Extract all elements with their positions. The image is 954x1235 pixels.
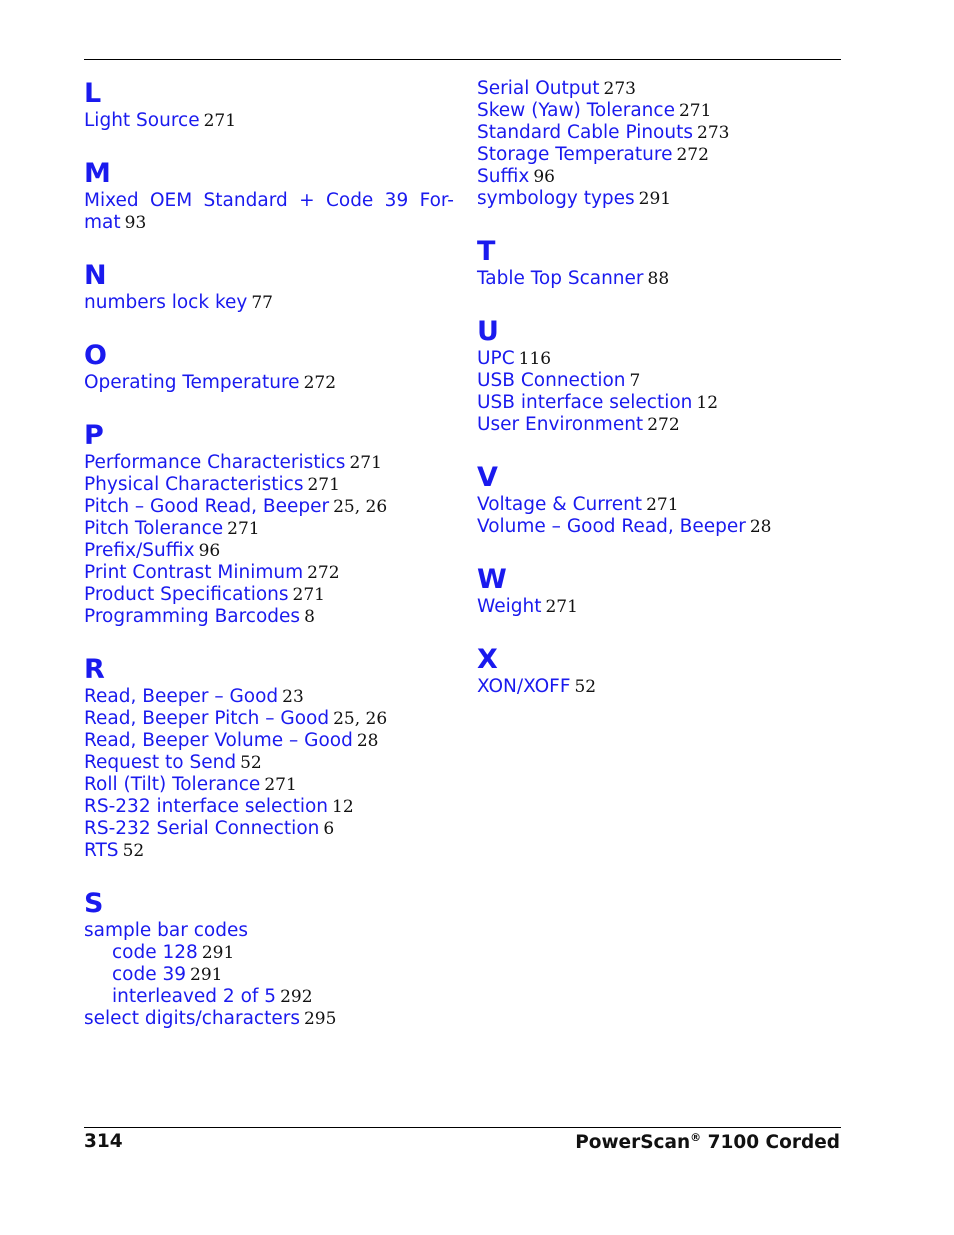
section-letter: P <box>84 420 104 451</box>
index-entry[interactable] <box>477 100 847 122</box>
index-section <box>477 236 847 290</box>
section-letter: X <box>477 644 498 675</box>
index-entry[interactable] <box>477 370 847 392</box>
page-ref[interactable]: 25 <box>333 497 355 517</box>
section-letter: R <box>84 654 105 685</box>
index-term[interactable]: Read, Beeper – Good <box>84 686 279 707</box>
index-section <box>84 888 454 1030</box>
index-section <box>477 316 847 436</box>
page-ref[interactable]: 271 <box>203 111 237 131</box>
page-ref[interactable]: 8 <box>304 607 315 627</box>
page-ref[interactable]: 272 <box>303 373 337 393</box>
index-entry[interactable] <box>477 348 847 370</box>
index-section <box>477 644 847 698</box>
page-ref[interactable]: 96 <box>198 541 221 561</box>
page-ref[interactable]: 271 <box>545 597 578 617</box>
index-entry[interactable] <box>84 920 454 942</box>
index-term[interactable]: USB interface selection <box>477 392 693 413</box>
page-ref[interactable]: 93 <box>124 213 147 233</box>
page-ref[interactable]: 271 <box>349 453 382 473</box>
index-term[interactable]: interleaved 2 of 5 <box>112 986 277 1007</box>
page-ref[interactable]: 292 <box>280 987 313 1007</box>
index-entry[interactable] <box>84 474 454 496</box>
index-entry[interactable] <box>84 1008 454 1030</box>
index-entry[interactable] <box>84 110 454 132</box>
index-section <box>477 462 847 538</box>
page-ref[interactable]: 7 <box>629 371 641 391</box>
section-letter: S <box>84 888 104 919</box>
page-ref[interactable]: 77 <box>251 293 273 313</box>
index-entry[interactable] <box>84 452 454 474</box>
page-ref[interactable]: 28 <box>749 517 772 537</box>
index-entry[interactable] <box>84 708 454 730</box>
index-entry[interactable] <box>84 986 454 1008</box>
page-ref[interactable]: 23 <box>282 687 304 707</box>
index-term[interactable]: Read, Beeper Pitch – Good <box>84 708 330 729</box>
index-term[interactable]: Physical Characteristics <box>84 474 304 495</box>
index-entry[interactable] <box>84 796 454 818</box>
index-section <box>84 260 454 314</box>
index-section <box>84 158 454 234</box>
page-ref[interactable]: 291 <box>201 943 235 963</box>
page-ref[interactable]: 12 <box>696 393 719 413</box>
page-ref[interactable]: 271 <box>227 519 260 539</box>
index-term[interactable]: Light Source <box>84 110 200 131</box>
index-term[interactable]: Volume – Good Read, Beeper <box>477 516 746 537</box>
index-entry[interactable] <box>84 774 454 796</box>
page-ref[interactable]: 271 <box>307 475 340 495</box>
page-ref[interactable]: 25 <box>333 709 355 729</box>
index-term[interactable]: numbers lock key <box>84 292 248 313</box>
index-entry[interactable] <box>477 268 847 290</box>
page-ref[interactable]: 12 <box>332 797 354 817</box>
index-section <box>84 420 454 628</box>
index-entry[interactable] <box>84 540 454 562</box>
page-ref[interactable]: 272 <box>307 563 340 583</box>
index-term[interactable]: Serial Output <box>477 78 600 99</box>
index-term[interactable]: Weight <box>477 596 542 617</box>
page-ref[interactable]: 96 <box>533 167 555 187</box>
index-term[interactable]: UPC <box>477 348 515 369</box>
section-letter: L <box>84 78 102 109</box>
page-footer <box>84 1131 840 1153</box>
index-term[interactable]: Table Top Scanner <box>477 268 644 289</box>
section-letter: O <box>84 340 107 371</box>
page-ref[interactable]: 291 <box>190 965 223 985</box>
index-entry[interactable] <box>477 414 847 436</box>
index-term[interactable]: code 39 <box>112 964 187 985</box>
page-ref[interactable]: 6 <box>323 819 335 839</box>
footer-product-title <box>575 1131 840 1153</box>
index-term[interactable]: Prefix/Suffix <box>84 540 195 561</box>
page-ref[interactable]: 26 <box>365 709 388 729</box>
index-term[interactable]: Performance Characteristics <box>84 452 346 473</box>
index-entry[interactable] <box>84 584 454 606</box>
index-term[interactable]: Pitch Tolerance <box>84 518 224 539</box>
page-ref[interactable]: 272 <box>676 145 709 165</box>
section-letter: N <box>84 260 107 291</box>
index-entry[interactable] <box>477 144 847 166</box>
registered-mark: ® <box>690 1131 702 1144</box>
header-rule <box>84 59 841 60</box>
index-section <box>84 340 454 394</box>
index-term[interactable]: RS-232 interface selection <box>84 796 329 817</box>
page-ref[interactable]: 88 <box>647 269 670 289</box>
index-entry[interactable] <box>477 122 847 144</box>
page-ref[interactable]: 271 <box>264 775 297 795</box>
index-entry[interactable] <box>84 496 454 518</box>
index-term[interactable]: symbology types <box>477 188 635 209</box>
index-entry[interactable] <box>84 840 454 862</box>
index-entry[interactable] <box>477 392 847 414</box>
page-number: 314 <box>84 1131 123 1152</box>
page-ref[interactable]: 273 <box>697 123 730 143</box>
page-ref[interactable]: 52 <box>122 841 145 861</box>
index-term[interactable]: Suffix <box>477 166 530 187</box>
index-entry[interactable] <box>477 596 847 618</box>
page-ref[interactable]: 52 <box>240 753 262 773</box>
page-ref[interactable]: 273 <box>603 79 636 99</box>
index-entry[interactable] <box>84 562 454 584</box>
page-ref[interactable]: 271 <box>678 101 712 121</box>
index-term[interactable]: XON/XOFF <box>477 676 571 697</box>
index-section <box>84 78 454 132</box>
index-section <box>477 564 847 618</box>
page-ref[interactable]: 271 <box>292 585 325 605</box>
section-letter: U <box>477 316 499 347</box>
index-term[interactable]: Programming Barcodes <box>84 606 301 627</box>
index-term[interactable]: Pitch – Good Read, Beeper <box>84 496 330 517</box>
page-ref[interactable]: 28 <box>356 731 379 751</box>
index-entry[interactable] <box>477 676 847 698</box>
index-term[interactable]: Product Specifications <box>84 584 289 605</box>
index-term[interactable]: USB Connection <box>477 370 626 391</box>
page-ref[interactable]: 272 <box>647 415 680 435</box>
page-ref-separator: , <box>354 709 366 729</box>
index-entry[interactable] <box>84 964 454 986</box>
index-column-right <box>477 78 847 724</box>
index-entry[interactable] <box>477 494 847 516</box>
index-term[interactable]: Read, Beeper Volume – Good <box>84 730 353 751</box>
page-ref[interactable]: 52 <box>574 677 597 697</box>
index-term[interactable]: User Environment <box>477 414 644 435</box>
page-ref[interactable]: 291 <box>638 189 672 209</box>
index-term[interactable]: Standard Cable Pinouts <box>477 122 693 143</box>
index-term[interactable]: Roll (Tilt) Tolerance <box>84 774 261 795</box>
index-term[interactable]: RS-232 Serial Connection <box>84 818 320 839</box>
index-term[interactable]: Request to Send <box>84 752 237 773</box>
index-term[interactable]: Skew (Yaw) Tolerance <box>477 100 675 121</box>
page-ref[interactable]: 26 <box>365 497 388 517</box>
index-entry[interactable] <box>84 752 454 774</box>
index-entry[interactable] <box>84 372 454 394</box>
page-ref[interactable]: 271 <box>646 495 679 515</box>
page-ref-separator: , <box>354 497 366 517</box>
section-letter: V <box>477 462 498 493</box>
product-name: PowerScan <box>575 1132 691 1153</box>
index-entry[interactable] <box>477 188 847 210</box>
index-entry[interactable] <box>477 516 847 538</box>
index-term[interactable]: Voltage & Current <box>477 494 643 515</box>
index-entry[interactable] <box>84 942 454 964</box>
index-term[interactable]: Print Contrast Minimum <box>84 562 304 583</box>
page-ref[interactable]: 116 <box>518 349 552 369</box>
index-term[interactable]: Operating Temperature <box>84 372 300 393</box>
index-term[interactable]: code 128 <box>112 942 198 963</box>
index-term[interactable]: sample bar codes <box>84 920 248 941</box>
index-entry[interactable] <box>84 686 454 708</box>
index-term[interactable]: select digits/characters <box>84 1008 300 1029</box>
section-letter: W <box>477 564 507 595</box>
index-term[interactable]: RTS <box>84 840 119 861</box>
index-entry[interactable] <box>84 292 454 314</box>
index-entry[interactable] <box>84 730 454 752</box>
footer-rule <box>84 1127 841 1128</box>
index-section <box>477 78 847 210</box>
index-entry[interactable] <box>84 818 454 840</box>
section-letter: M <box>84 158 111 189</box>
index-entry[interactable] <box>477 78 847 100</box>
index-column-left <box>84 78 454 1056</box>
index-section <box>84 654 454 862</box>
index-entry[interactable] <box>84 606 454 628</box>
index-entry[interactable] <box>84 518 454 540</box>
index-entry[interactable] <box>477 166 847 188</box>
product-model: 7100 Corded <box>701 1132 840 1153</box>
index-entry[interactable] <box>84 190 454 234</box>
index-term[interactable]: Storage Temperature <box>477 144 673 165</box>
section-letter: T <box>477 236 496 267</box>
index-term[interactable]: Mixed OEM Standard + Code 39 For-mat <box>84 190 454 233</box>
page-ref[interactable]: 295 <box>303 1009 337 1029</box>
